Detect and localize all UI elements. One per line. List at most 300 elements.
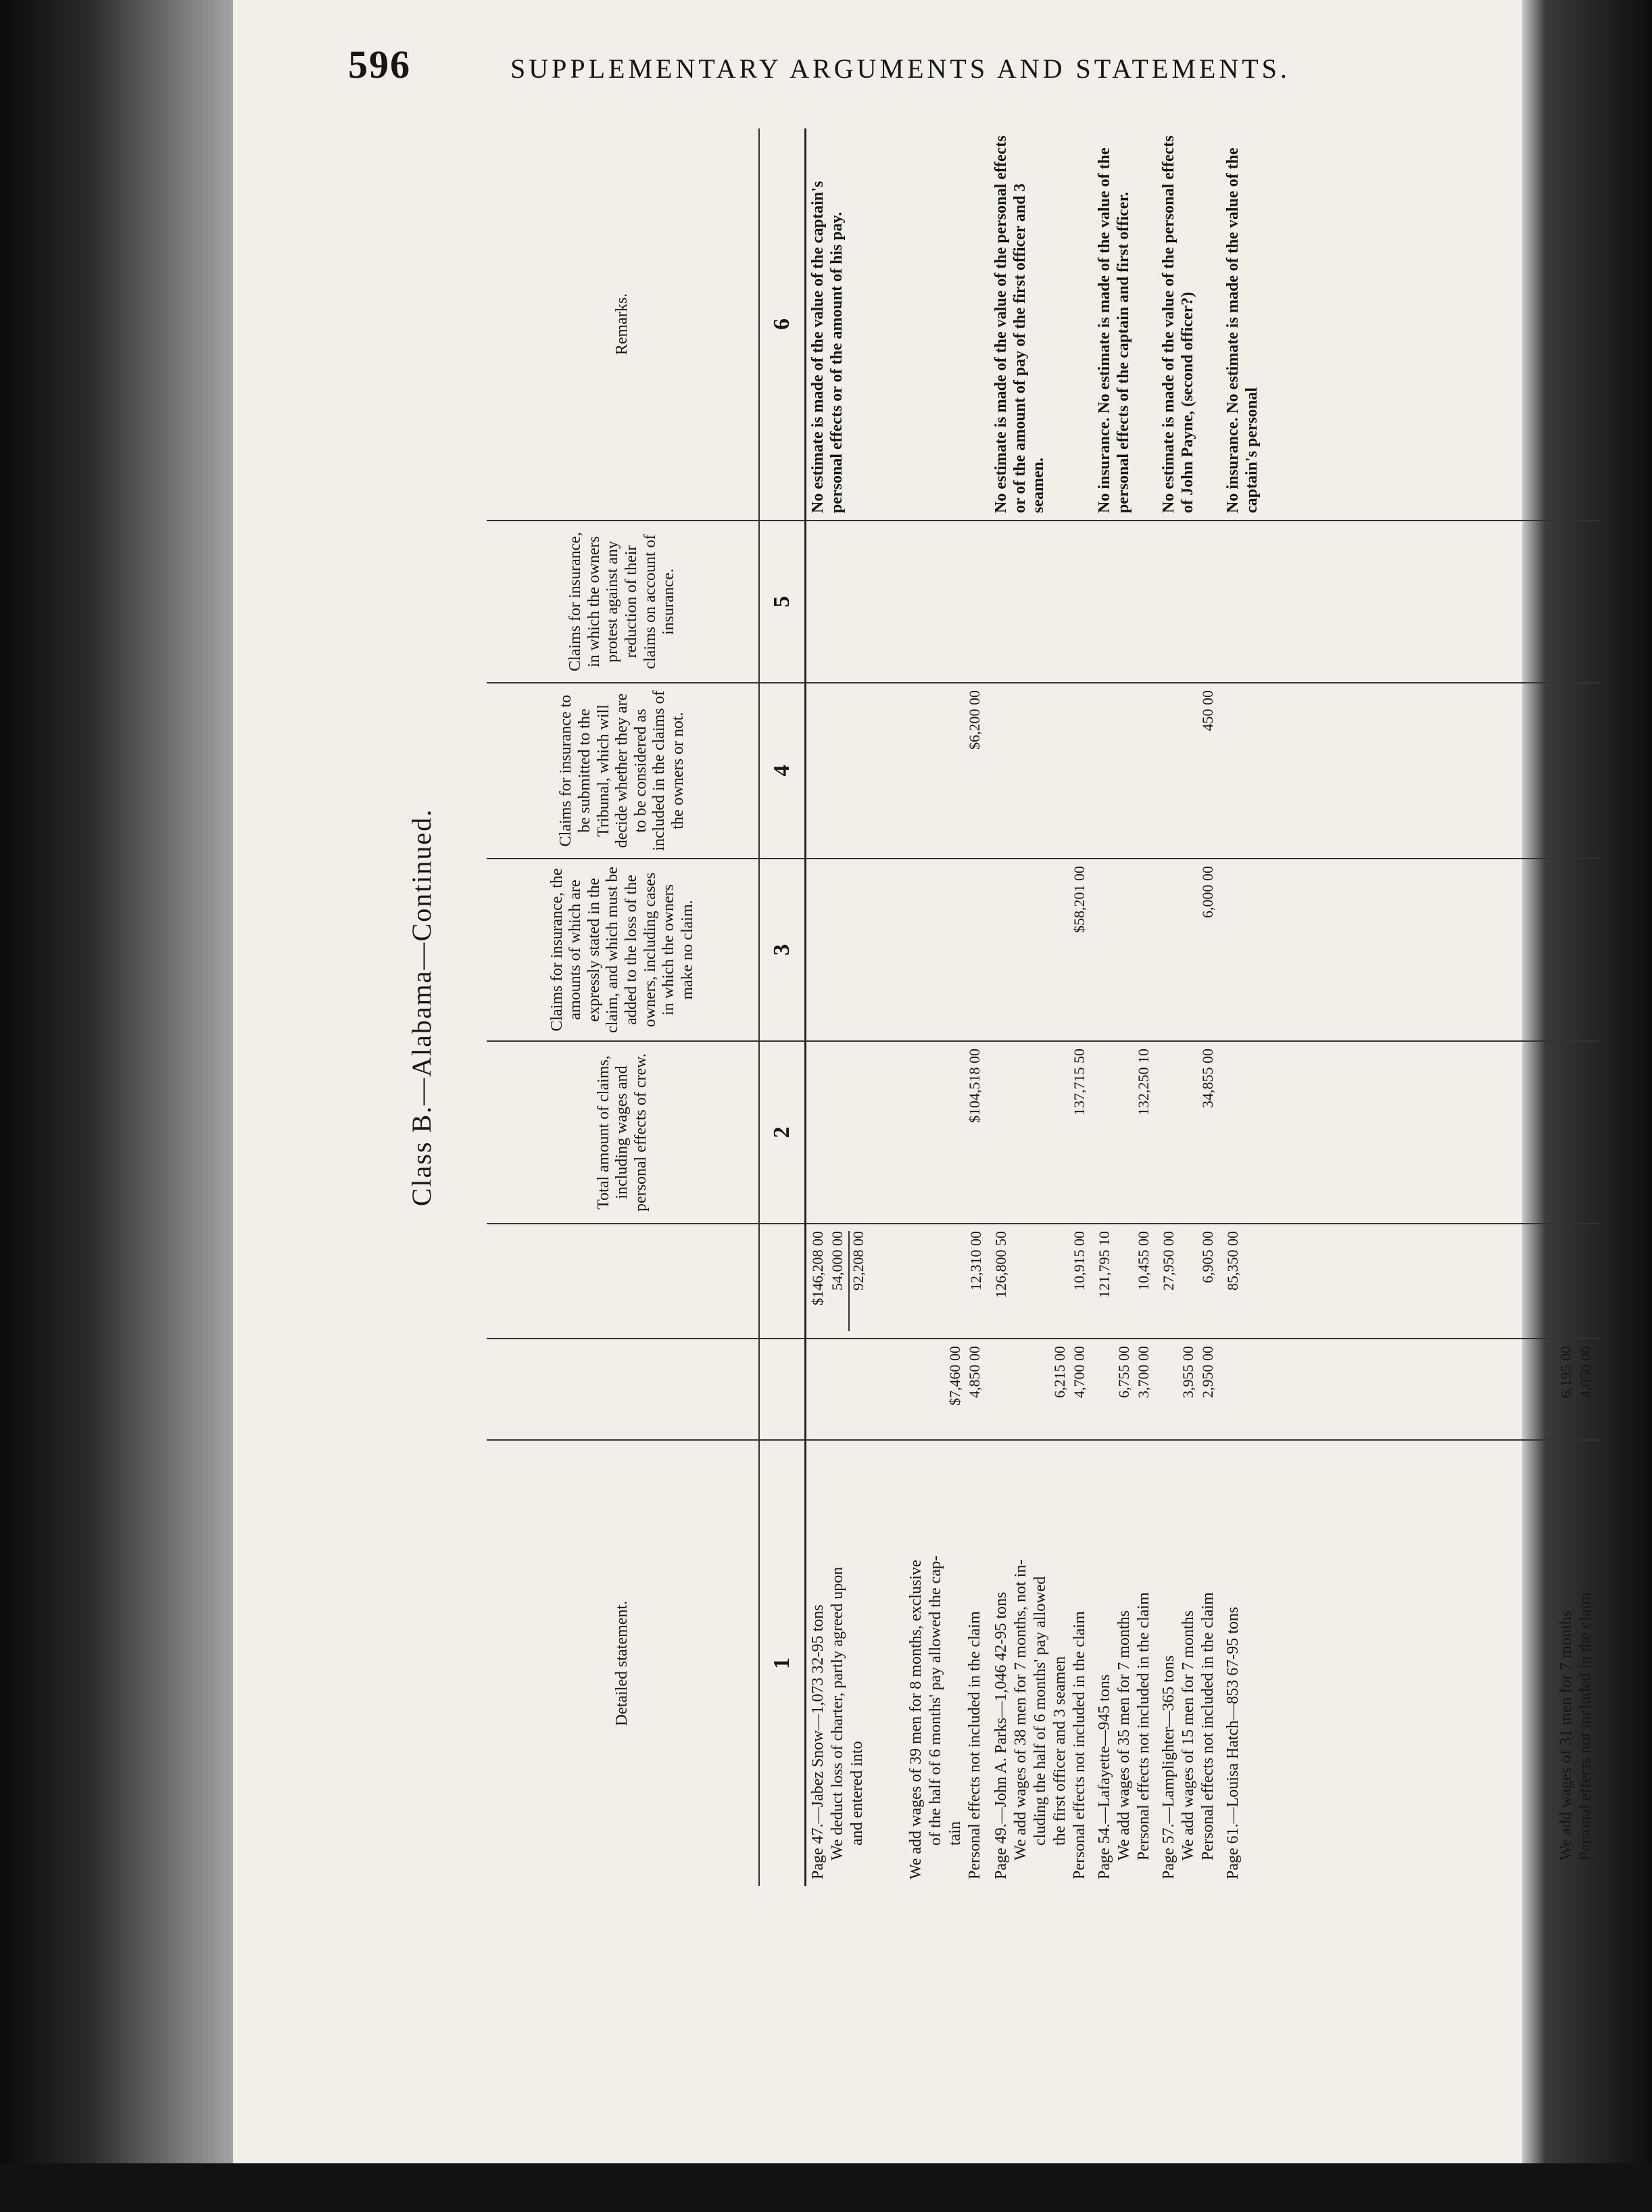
amount-value xyxy=(1479,1049,1499,1216)
amount-value xyxy=(1577,528,1597,675)
statement-line: We add wages of 35 men for 7 months xyxy=(1115,1610,1133,1860)
amount-value xyxy=(1244,1231,1263,1331)
statement-line xyxy=(1401,1447,1420,1879)
amount-value xyxy=(1115,866,1135,1034)
amount-value: 3,700 00 xyxy=(1135,1346,1152,1398)
amount-value xyxy=(1012,1231,1031,1331)
amount-value xyxy=(1381,1231,1401,1331)
amount-value xyxy=(1499,1346,1518,1433)
insurance-tribunal-cell xyxy=(1157,683,1221,859)
statement-line: Personal effects not included in the claim xyxy=(1577,1592,1595,1860)
amount-value xyxy=(907,528,927,675)
amount-value: 6,195 00 xyxy=(1557,1346,1574,1398)
amount-value xyxy=(946,866,966,1034)
amount-value xyxy=(1160,1049,1180,1216)
amount-value xyxy=(889,1231,908,1331)
amount-value xyxy=(1322,1049,1342,1216)
amount-value xyxy=(1361,866,1381,1034)
amount-value xyxy=(1538,690,1557,851)
statement-line xyxy=(1303,1447,1322,1879)
amount-value xyxy=(829,1346,848,1433)
amount-value xyxy=(928,1231,948,1331)
amount-value xyxy=(1577,866,1597,1034)
amount-value xyxy=(1224,528,1244,675)
amount-value xyxy=(848,528,868,675)
statement-line xyxy=(1420,1447,1440,1879)
amount-b-cell xyxy=(1221,1224,1599,1339)
scan-margin-left xyxy=(0,0,233,2212)
amount-value: 6,905 00 xyxy=(1199,1231,1216,1283)
statement-line xyxy=(1459,1447,1479,1879)
statement-line: Personal effects not included in the claim xyxy=(1135,1592,1152,1860)
amount-value xyxy=(1381,690,1401,851)
amount-value xyxy=(1342,690,1361,851)
amount-value xyxy=(1031,1231,1051,1331)
amount-b-cell xyxy=(990,1224,1093,1339)
amount-value: 4,700 00 xyxy=(1071,1346,1088,1398)
amount-value xyxy=(1401,1049,1420,1216)
amount-value xyxy=(1051,866,1071,1034)
amount-value: 3,955 00 xyxy=(1180,1346,1196,1398)
amount-value xyxy=(1303,1049,1322,1216)
amount-value xyxy=(992,1049,1012,1216)
amount-value xyxy=(1160,866,1180,1034)
amount-value xyxy=(1381,866,1401,1034)
statement-line xyxy=(888,1447,907,1879)
amount-value xyxy=(946,1049,966,1216)
statement-line xyxy=(1518,1447,1538,1879)
amount-value xyxy=(1031,866,1051,1034)
table-row xyxy=(1157,128,1221,1886)
statement-line: and entered into xyxy=(848,1741,866,1846)
amount-value xyxy=(1051,1049,1071,1216)
amount-a-cell xyxy=(1093,1339,1157,1440)
amount-value xyxy=(1322,1231,1342,1331)
amount-a-cell xyxy=(990,1339,1093,1440)
col-header-amount-b xyxy=(487,1224,759,1339)
amount-value xyxy=(848,1049,868,1216)
amount-value xyxy=(1071,528,1090,675)
remarks-cell: No insurance. No estimate is made of the value of the captain's personal xyxy=(1224,147,1261,513)
amount-value xyxy=(1459,866,1479,1034)
amount-value xyxy=(1499,690,1518,851)
amount-value xyxy=(1180,1231,1199,1331)
amount-value xyxy=(1012,528,1031,675)
amount-value xyxy=(868,866,888,1034)
detailed-statement-cell xyxy=(1093,1440,1157,1886)
amount-value: 12,310 00 xyxy=(967,1231,984,1291)
amount-value xyxy=(1518,690,1538,851)
amount-value: 132,250 10 xyxy=(1135,1049,1152,1115)
amount-value xyxy=(1244,1346,1263,1433)
amount-value xyxy=(1538,1049,1557,1216)
amount-value xyxy=(1244,1049,1263,1216)
amount-value xyxy=(1440,1231,1459,1331)
amount-value xyxy=(1440,1346,1459,1433)
amount-value xyxy=(809,1049,829,1216)
col-number-5: 5 xyxy=(759,521,806,683)
col-header-detailed-statement: Detailed statement. xyxy=(487,1440,759,1886)
amount-value xyxy=(1342,528,1361,675)
amount-value xyxy=(966,866,986,1034)
amount-value xyxy=(1401,866,1420,1034)
amount-value xyxy=(888,866,907,1034)
total-claims-cell xyxy=(1093,1041,1157,1224)
amount-value xyxy=(1361,690,1381,851)
amount-value xyxy=(1401,528,1420,675)
col-header-insurance-stated: Claims for insurance, the amounts of which are expressly stated in the claim, and which must be added to the loss of the owners, including cases in which the owners make no claim. xyxy=(487,859,759,1041)
amount-value xyxy=(1199,528,1219,675)
amount-value xyxy=(1263,528,1283,675)
amount-value xyxy=(1263,1346,1283,1433)
amount-value xyxy=(1459,1049,1479,1216)
amount-value: 2,950 00 xyxy=(1199,1346,1216,1398)
amount-value xyxy=(1479,528,1499,675)
amount-value xyxy=(868,528,888,675)
amount-value xyxy=(829,690,848,851)
amount-value xyxy=(1012,1346,1031,1433)
amount-value xyxy=(809,690,829,851)
amount-value xyxy=(992,866,1012,1034)
amount-a-cell xyxy=(1221,1339,1599,1440)
amount-value xyxy=(1361,1346,1381,1433)
amount-value xyxy=(888,690,907,851)
amount-value xyxy=(1361,1049,1381,1216)
table-row xyxy=(1093,128,1157,1886)
amount-value xyxy=(908,1231,928,1331)
amount-value xyxy=(1283,1346,1303,1433)
amount-value: 137,715 50 xyxy=(1071,1049,1088,1115)
col-number-6: 6 xyxy=(759,128,806,521)
amount-b-cell xyxy=(1157,1224,1221,1339)
amount-value: $6,200 00 xyxy=(966,690,983,750)
amount-value xyxy=(1420,1346,1440,1433)
amount-value xyxy=(1031,690,1051,851)
amount-value xyxy=(1322,690,1342,851)
amount-value xyxy=(1135,866,1155,1034)
col-header-insurance-protest: Claims for insurance, in which the owners protest against any reduction of their claims on account of insurance. xyxy=(487,521,759,683)
insurance-tribunal-cell xyxy=(806,683,990,859)
statement-line: the first officer and 3 seamen xyxy=(1051,1656,1069,1846)
amount-value xyxy=(1224,1346,1244,1433)
amount-value xyxy=(1303,866,1322,1034)
amount-value xyxy=(1577,1049,1597,1216)
amount-value xyxy=(907,690,927,851)
amount-value xyxy=(1160,1346,1180,1433)
statement-line xyxy=(1244,1447,1263,1879)
amount-value xyxy=(1012,1049,1031,1216)
amount-value xyxy=(1538,1346,1557,1433)
amount-value xyxy=(1381,1346,1401,1433)
amount-value xyxy=(1244,528,1263,675)
amount-value xyxy=(1479,1346,1499,1433)
amount-value: 4,050 00 xyxy=(1577,1346,1594,1398)
amount-value xyxy=(848,866,868,1034)
statement-line: cluding the half of 6 months' pay allowed xyxy=(1031,1576,1049,1846)
detailed-statement-cell xyxy=(1221,1440,1599,1886)
amount-value xyxy=(1538,866,1557,1034)
amount-value xyxy=(1342,1231,1361,1331)
insurance-tribunal-cell xyxy=(990,683,1093,859)
statement-line: tain xyxy=(946,1821,964,1846)
amount-value xyxy=(1180,866,1199,1034)
detailed-statement-cell xyxy=(990,1440,1093,1886)
insurance-protest-cell xyxy=(1093,521,1157,683)
amount-value xyxy=(1420,1049,1440,1216)
amount-value xyxy=(1263,690,1283,851)
amount-value xyxy=(1263,1049,1283,1216)
amount-value xyxy=(927,528,946,675)
col-header-total-claims: Total amount of claims, including wages and personal effects of crew. xyxy=(487,1041,759,1224)
amount-value xyxy=(946,690,966,851)
amount-value xyxy=(927,1049,946,1216)
amount-value xyxy=(1361,1231,1381,1331)
statement-line xyxy=(1440,1447,1459,1879)
amount-value xyxy=(1224,866,1244,1034)
class-title: Class B.—Alabama—Continued. xyxy=(406,808,437,1207)
amount-value: 92,208 00 xyxy=(848,1231,869,1331)
amount-value xyxy=(966,528,986,675)
insurance-stated-cell xyxy=(1157,859,1221,1041)
amount-value xyxy=(1420,1231,1440,1331)
amount-value: 126,800 50 xyxy=(992,1231,1009,1298)
col-header-amount-a xyxy=(487,1339,759,1440)
amount-value xyxy=(1096,1049,1115,1216)
remarks-cell: No estimate is made of the value of the personal effects of John Payne, (second officer?) xyxy=(1160,135,1196,513)
insurance-protest-cell xyxy=(1157,521,1221,683)
table-row xyxy=(806,128,990,1886)
amount-value xyxy=(829,866,848,1034)
amount-value xyxy=(927,1346,946,1433)
amount-value xyxy=(1381,1049,1401,1216)
amount-value xyxy=(1303,528,1322,675)
amount-value xyxy=(1096,1346,1115,1433)
remarks-cell: No estimate is made of the value of the captain's personal effects or of the amount of his pay. xyxy=(809,181,846,513)
insurance-stated-cell xyxy=(990,859,1093,1041)
running-head: SUPPLEMENTARY ARGUMENTS AND STATEMENTS. xyxy=(510,53,1290,84)
amount-value xyxy=(1096,690,1115,851)
amount-value: 27,950 00 xyxy=(1160,1231,1177,1291)
insurance-protest-cell xyxy=(1221,521,1599,683)
amount-value xyxy=(1160,528,1180,675)
amount-value xyxy=(1160,690,1180,851)
amount-value xyxy=(907,866,927,1034)
amount-value xyxy=(1115,528,1135,675)
amount-value xyxy=(1244,866,1263,1034)
amount-value: 121,795 10 xyxy=(1096,1231,1113,1298)
amount-value xyxy=(1557,690,1577,851)
rotated-table-block xyxy=(406,128,1595,1886)
amount-value xyxy=(927,866,946,1034)
amount-value xyxy=(1499,866,1518,1034)
statement-line: Page 57.—Lamplighter—365 tons xyxy=(1160,1655,1177,1879)
amount-value xyxy=(1180,1049,1199,1216)
amount-value xyxy=(1499,1049,1518,1216)
statement-line xyxy=(1263,1447,1283,1879)
table-row xyxy=(1221,128,1599,1886)
statement-line xyxy=(1499,1447,1518,1879)
amount-value xyxy=(1096,528,1115,675)
statement-line: Personal effects not included in the claim xyxy=(1199,1592,1217,1860)
amount-value xyxy=(1180,690,1199,851)
statement-line: Page 54.—Lafayette—945 tons xyxy=(1096,1674,1113,1879)
amount-value: 10,455 00 xyxy=(1135,1231,1152,1291)
amount-value xyxy=(907,1346,927,1433)
amount-value xyxy=(1051,528,1071,675)
amount-a-cell xyxy=(1157,1339,1221,1440)
statement-line: We add wages of 15 men for 7 months xyxy=(1180,1610,1197,1860)
amount-value xyxy=(1420,690,1440,851)
amount-value xyxy=(1012,690,1031,851)
amount-value xyxy=(1518,866,1538,1034)
amount-value xyxy=(992,528,1012,675)
amount-value xyxy=(1479,690,1499,851)
statement-line xyxy=(1283,1447,1303,1879)
amount-value: $58,201 00 xyxy=(1071,866,1088,933)
col-number-3: 3 xyxy=(759,859,806,1041)
amount-value xyxy=(1224,1049,1244,1216)
amount-value xyxy=(1071,690,1090,851)
amount-value xyxy=(1180,528,1199,675)
amount-value xyxy=(868,1346,888,1433)
amount-value xyxy=(888,1049,907,1216)
amount-value xyxy=(1420,528,1440,675)
amount-value xyxy=(1557,1049,1577,1216)
amount-value xyxy=(1283,866,1303,1034)
amount-value xyxy=(1557,866,1577,1034)
amount-value xyxy=(1322,866,1342,1034)
amount-value: $146,208 00 xyxy=(809,1231,826,1305)
statement-line xyxy=(1538,1447,1557,1879)
amount-value xyxy=(1322,528,1342,675)
amount-value: $7,460 00 xyxy=(946,1346,963,1405)
remarks-cell: No insurance. No estimate is made of the value of the personal effects of the captain and first officer. xyxy=(1096,147,1132,513)
remarks-cell: No estimate is made of the value of the personal effects or of the amount of pay of the first officer and 3 seamen. xyxy=(992,135,1048,513)
amount-value: 450 00 xyxy=(1199,690,1216,731)
amount-value xyxy=(829,1049,848,1216)
statement-line: We deduct loss of charter, partly agreed upon xyxy=(829,1566,846,1860)
amount-value xyxy=(1051,1231,1071,1331)
amount-value xyxy=(1135,690,1155,851)
amount-value xyxy=(1303,690,1322,851)
amount-value: 4,850 00 xyxy=(966,1346,983,1398)
amount-value xyxy=(1031,1049,1051,1216)
amount-value xyxy=(809,1346,829,1433)
table-row xyxy=(990,128,1093,1886)
amount-value: 54,000 00 xyxy=(829,1231,846,1291)
statement-line: Personal effects not included in the claim xyxy=(1071,1611,1088,1879)
statement-line: Page 61.—Louisa Hatch—853 67-95 tons xyxy=(1224,1606,1242,1879)
amount-value xyxy=(1283,690,1303,851)
statement-line xyxy=(868,1447,888,1879)
amount-value xyxy=(1263,866,1283,1034)
amount-value xyxy=(1283,528,1303,675)
statement-line: Page 47.—Jabez Snow—1,073 32-95 tons xyxy=(809,1604,827,1879)
amount-value xyxy=(992,1346,1012,1433)
col-number-1: 1 xyxy=(759,1440,806,1886)
col-number-2: 2 xyxy=(759,1041,806,1224)
amount-value xyxy=(1031,528,1051,675)
amount-value xyxy=(1096,866,1115,1034)
amount-value xyxy=(1440,528,1459,675)
table-body xyxy=(806,128,1600,1886)
amount-value xyxy=(809,866,829,1034)
col-number-blank-b xyxy=(759,1224,806,1339)
amount-value xyxy=(1538,528,1557,675)
amount-value xyxy=(1031,1346,1051,1433)
amount-value xyxy=(1401,1231,1420,1331)
amount-value xyxy=(1244,690,1263,851)
total-claims-cell xyxy=(1221,1041,1599,1224)
amount-value xyxy=(829,528,848,675)
amount-value xyxy=(869,1231,889,1331)
amount-value xyxy=(1518,528,1538,675)
amount-value xyxy=(1381,528,1401,675)
insurance-protest-cell xyxy=(990,521,1093,683)
amount-value: $104,518 00 xyxy=(966,1049,983,1123)
amount-value xyxy=(1459,1231,1479,1331)
amount-value xyxy=(1051,690,1071,851)
insurance-stated-cell xyxy=(1221,859,1599,1041)
insurance-protest-cell xyxy=(806,521,990,683)
amount-b-cell xyxy=(1093,1224,1157,1339)
amount-value xyxy=(888,528,907,675)
table-header-row xyxy=(487,128,759,1886)
scan-margin-bottom xyxy=(0,2163,1652,2212)
page-number: 596 xyxy=(348,43,411,87)
amount-value xyxy=(1518,1231,1538,1331)
amount-value xyxy=(1135,528,1155,675)
amount-value xyxy=(1440,1049,1459,1216)
amount-value xyxy=(1401,1346,1420,1433)
amount-value xyxy=(1115,1231,1135,1331)
statement-line: Page 49.—John A. Parks—1,046 42-95 tons xyxy=(992,1591,1010,1879)
amount-value: 6,000 00 xyxy=(1199,866,1216,918)
amount-value xyxy=(1577,690,1597,851)
column-number-row xyxy=(759,128,806,1886)
amount-value xyxy=(1115,1049,1135,1216)
amount-value xyxy=(1518,1049,1538,1216)
amount-value: 85,350 00 xyxy=(1224,1231,1241,1291)
insurance-tribunal-cell xyxy=(1093,683,1157,859)
statement-line: We add wages of 31 men for 7 months xyxy=(1557,1610,1575,1860)
amount-value xyxy=(1361,528,1381,675)
amount-value xyxy=(1342,866,1361,1034)
amount-value xyxy=(1557,528,1577,675)
amount-value xyxy=(1459,1346,1479,1433)
insurance-stated-cell xyxy=(806,859,990,1041)
amount-value: 6,755 00 xyxy=(1115,1346,1132,1398)
statement-line: Personal effects not included in the claim xyxy=(966,1611,983,1879)
amount-value xyxy=(1012,866,1031,1034)
col-header-remarks: Remarks. xyxy=(487,128,759,521)
amount-a-cell xyxy=(806,1339,990,1440)
insurance-tribunal-cell xyxy=(1221,683,1599,859)
amount-value xyxy=(1479,866,1499,1034)
amount-value xyxy=(1283,1049,1303,1216)
amount-value xyxy=(1303,1346,1322,1433)
amount-value xyxy=(1459,690,1479,851)
amount-value xyxy=(1263,1231,1283,1331)
col-number-4: 4 xyxy=(759,683,806,859)
amount-value xyxy=(907,1049,927,1216)
amount-value xyxy=(927,690,946,851)
amount-value: 34,855 00 xyxy=(1199,1049,1216,1108)
amount-value xyxy=(809,528,829,675)
amount-value xyxy=(1479,1231,1499,1331)
detailed-statement-cell xyxy=(806,1440,990,1886)
amount-value: 10,915 00 xyxy=(1071,1231,1088,1291)
